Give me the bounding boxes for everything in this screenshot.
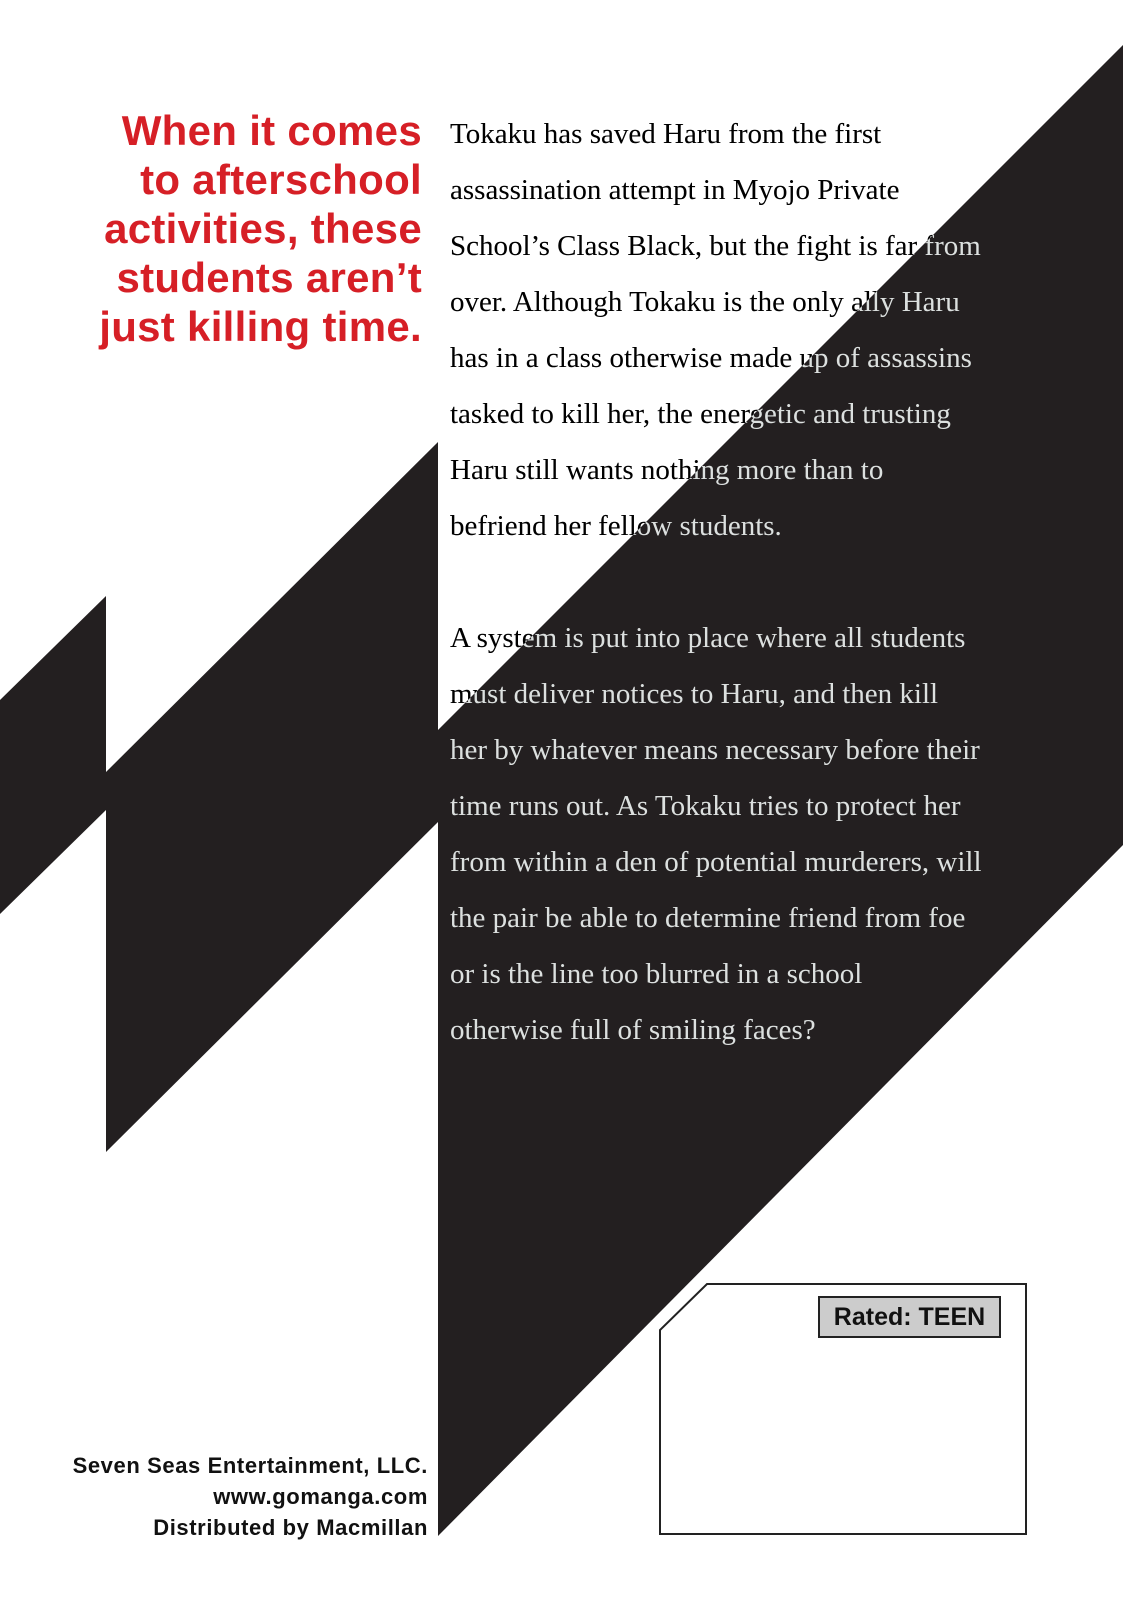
synopsis-line: the pair be able to determine friend from foe — [450, 902, 966, 934]
synopsis-line: has in a class otherwise made up of assassins — [450, 342, 972, 374]
synopsis-line: Haru still wants nothing more than to — [450, 454, 884, 486]
synopsis-line: from within a den of potential murderers, will — [450, 846, 982, 878]
tagline-line: When it comes — [121, 107, 422, 154]
synopsis-line: must deliver notices to Haru, and then kill — [450, 678, 939, 710]
tagline-line: students aren’t — [116, 254, 422, 301]
tagline-line: just killing time. — [99, 303, 422, 350]
rating-badge: Rated: TEEN — [818, 1296, 1001, 1338]
synopsis-line: Tokaku has saved Haru from the first — [450, 118, 882, 150]
stripe-left — [0, 596, 106, 914]
synopsis-line: over. Although Tokaku is the only ally Haru — [450, 286, 960, 318]
synopsis-line: tasked to kill her, the energetic and trusting — [450, 398, 951, 430]
publisher-distributor: Distributed by Macmillan — [153, 1515, 428, 1540]
publisher-website: www.gomanga.com — [213, 1484, 428, 1509]
stripe-middle — [106, 442, 438, 1152]
synopsis-line: assassination attempt in Myojo Private — [450, 174, 900, 206]
synopsis-line: befriend her fellow students. — [450, 510, 782, 542]
synopsis-line: A system is put into place where all students — [450, 622, 966, 654]
synopsis-line: time runs out. As Tokaku tries to protect her — [450, 790, 961, 822]
synopsis — [450, 106, 1090, 1058]
tagline-line: activities, these — [104, 205, 422, 252]
publisher-name: Seven Seas Entertainment, LLC. — [72, 1453, 428, 1478]
synopsis-line: otherwise full of smiling faces? — [450, 1014, 816, 1046]
synopsis-paragraph-1 — [450, 106, 1090, 554]
synopsis-line: her by whatever means necessary before their — [450, 734, 980, 766]
publisher-info — [40, 1450, 428, 1543]
synopsis-paragraph-2 — [450, 610, 1090, 1058]
synopsis-line: School’s Class Black, but the fight is far from — [450, 230, 981, 262]
tagline-line: to afterschool — [140, 156, 422, 203]
tagline — [40, 106, 422, 351]
synopsis-line: or is the line too blurred in a school — [450, 958, 863, 990]
